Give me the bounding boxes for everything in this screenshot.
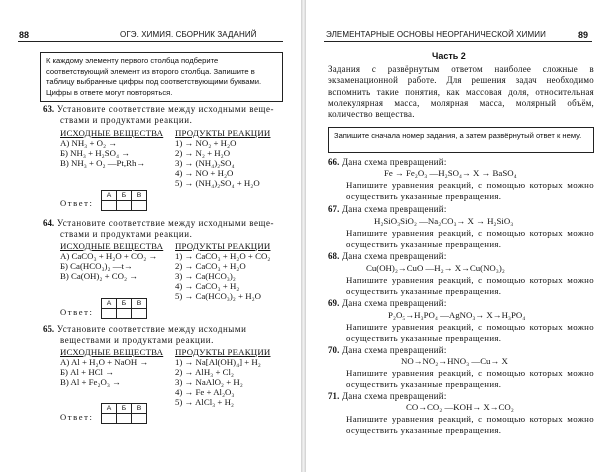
task-70-instruction: Напишите уравнения реакций, с помощью которых можно осуществить указанные превращения. bbox=[346, 368, 594, 390]
right-page-number: 89 bbox=[578, 30, 589, 40]
task-71-heading bbox=[328, 391, 447, 401]
task-65-answer-label: Ответ: bbox=[60, 412, 94, 422]
task-64-right-4: 4) → CaCO₃ + H₂ bbox=[175, 281, 240, 291]
task-68-scheme: Cu(OH)₂→CuO —H₂→ X→Cu(NO₃)₂ bbox=[366, 263, 505, 273]
task-63-text-1: Установите соответствие между исходными веще- bbox=[56, 104, 275, 114]
answer-cell-a[interactable] bbox=[102, 414, 117, 424]
task-66-heading bbox=[328, 157, 447, 167]
answer-instruction-box: Запишите сначала номер задания, а затем развёрнутый ответ к нему. bbox=[328, 127, 594, 153]
task-65-right-5: 5) → AlCl₃ + H₂ bbox=[175, 397, 234, 407]
task-64-text-1: Установите соответствие между исходными веще- bbox=[56, 218, 275, 228]
task-64-left-c: B) Ca(OH)₂ + CO₂ → bbox=[60, 271, 139, 281]
task-65-left-c: B) Al + Fe₂O₃ → bbox=[60, 377, 121, 387]
task-70-scheme: NO→NO₂→HNO₃ —Cu→ X bbox=[401, 356, 508, 366]
answer-cell-c[interactable] bbox=[132, 309, 147, 319]
task-64-right-header: ПРОДУКТЫ РЕАКЦИИ bbox=[175, 241, 271, 251]
task-64-left-header: ИСХОДНЫЕ ВЕЩЕСТВА bbox=[60, 241, 164, 251]
task-63-left-c: B) NH₃ + O₂ —Pt,Rh→ bbox=[60, 158, 146, 168]
task-63-right-5: 5) → (NH₄)₂SO₄ + H₂O bbox=[175, 178, 260, 188]
task-65-answer-grid bbox=[101, 403, 147, 424]
task-69-instruction: Напишите уравнения реакций, с помощью которых можно осуществить указанные превращения. bbox=[346, 322, 594, 344]
grid-letter-a: А bbox=[102, 299, 117, 309]
left-running-header bbox=[0, 28, 301, 42]
left-running-title: ОГЭ. ХИМИЯ. СБОРНИК ЗАДАНИЙ bbox=[120, 30, 257, 39]
task-71-scheme: CO→CO₂ —KOH→ X→CO₂ bbox=[406, 402, 514, 412]
grid-letter-a: А bbox=[102, 191, 117, 201]
task-69-number: 69. bbox=[328, 298, 340, 308]
part-title: Часть 2 bbox=[432, 51, 466, 61]
grid-letter-a: А bbox=[102, 404, 117, 414]
task-68-heading bbox=[328, 251, 447, 261]
task-67-number: 67. bbox=[328, 204, 340, 214]
task-64-number: 64. bbox=[43, 218, 55, 228]
answer-cell-a[interactable] bbox=[102, 309, 117, 319]
left-page bbox=[0, 0, 301, 472]
task-63-answer-grid bbox=[101, 190, 147, 211]
left-header-rule bbox=[18, 41, 283, 42]
task-69-heading bbox=[328, 298, 447, 308]
task-65-right-header: ПРОДУКТЫ РЕАКЦИИ bbox=[175, 347, 271, 357]
task-65-left-a: A) Al + H₂O + NaOH → bbox=[60, 357, 149, 367]
task-64-answer-label: Ответ: bbox=[60, 307, 94, 317]
right-page bbox=[306, 0, 608, 472]
task-64-left-a: A) CaCO₃ + H₂O + CO₂ → bbox=[60, 251, 158, 261]
task-66-instruction: Напишите уравнения реакций, с помощью которых можно осуществить указанные превращения. bbox=[346, 180, 594, 202]
task-63-left-b: Б) NH₃ + H₂SO₄ → bbox=[60, 148, 131, 158]
task-71-number: 71. bbox=[328, 391, 340, 401]
task-65-line1 bbox=[43, 324, 246, 334]
grid-letter-c: В bbox=[132, 191, 147, 201]
task-63-line1 bbox=[43, 104, 274, 114]
task-63-number: 63. bbox=[43, 104, 55, 114]
task-65-left-b: Б) Al + HCl → bbox=[60, 367, 114, 377]
grid-letter-b: Б bbox=[117, 404, 132, 414]
grid-letter-b: Б bbox=[117, 191, 132, 201]
task-63-right-3: 3) → (NH₄)₂SO₄ bbox=[175, 158, 235, 168]
task-65-right-2: 2) → AlH₃ + Cl₂ bbox=[175, 367, 234, 377]
task-65-number: 65. bbox=[43, 324, 55, 334]
task-65-right-4: 4) → Fe + Al₂O₃ bbox=[175, 387, 235, 397]
task-65-right-3: 3) → NaAlO₂ + H₂ bbox=[175, 377, 243, 387]
task-63-left-a: A) NH₃ + O₂ → bbox=[60, 138, 118, 148]
answer-cell-b[interactable] bbox=[117, 309, 132, 319]
task-64-right-3: 3) → Ca(HCO₃)₂ bbox=[175, 271, 236, 281]
task-66-title: Дана схема превращений: bbox=[341, 157, 447, 167]
task-64-right-2: 2) → CaCO₃ + H₂O bbox=[175, 261, 246, 271]
task-64-text-2: ствами и продуктами реакции. bbox=[60, 229, 193, 239]
answer-cell-c[interactable] bbox=[132, 201, 147, 211]
answer-cell-a[interactable] bbox=[102, 201, 117, 211]
task-69-title: Дана схема превращений: bbox=[341, 298, 447, 308]
grid-letter-b: Б bbox=[117, 299, 132, 309]
task-68-number: 68. bbox=[328, 251, 340, 261]
task-64-line1 bbox=[43, 218, 274, 228]
task-66-number: 66. bbox=[328, 157, 340, 167]
task-65-right-1: 1) → Na[Al(OH)₄] + H₂ bbox=[175, 357, 261, 367]
instruction-box: К каждому элементу первого столбца подберите соответствующий элемент из второго столбца. Запишите в таблицу выбранные цифры под соответствующими буквами. Цифры в ответе могут повторяться. bbox=[40, 52, 283, 102]
task-67-heading bbox=[328, 204, 447, 214]
task-64-left-b: Б) Ca(HCO₃)₂ —t→ bbox=[60, 261, 133, 271]
left-page-number: 88 bbox=[19, 30, 30, 40]
task-67-title: Дана схема превращений: bbox=[341, 204, 447, 214]
task-63-left-header: ИСХОДНЫЕ ВЕЩЕСТВА bbox=[60, 128, 164, 138]
grid-letter-c: В bbox=[132, 299, 147, 309]
task-67-instruction: Напишите уравнения реакций, с помощью которых можно осуществить указанные превращения. bbox=[346, 228, 594, 250]
task-65-text-2: веществами и продуктами реакции. bbox=[60, 335, 214, 345]
task-65-text-1: Установите соответствие между исходными bbox=[56, 324, 247, 334]
grid-letter-c: В bbox=[132, 404, 147, 414]
right-running-title: ЭЛЕМЕНТАРНЫЕ ОСНОВЫ НЕОРГАНИЧЕСКОЙ ХИМИИ bbox=[326, 30, 546, 39]
task-63-text-2: ствами и продуктами реакции. bbox=[60, 115, 193, 125]
task-70-number: 70. bbox=[328, 345, 340, 355]
task-70-heading bbox=[328, 345, 447, 355]
task-63-right-1: 1) → NO₂ + H₂O bbox=[175, 138, 237, 148]
answer-cell-c[interactable] bbox=[132, 414, 147, 424]
task-63-right-header: ПРОДУКТЫ РЕАКЦИИ bbox=[175, 128, 271, 138]
answer-cell-b[interactable] bbox=[117, 201, 132, 211]
task-69-scheme: P₂O₅→H₃PO₄ —AgNO₃→ X→H₃PO₄ bbox=[388, 310, 526, 320]
answer-cell-b[interactable] bbox=[117, 414, 132, 424]
task-68-instruction: Напишите уравнения реакций, с помощью которых можно осуществить указанные превращения. bbox=[346, 275, 594, 297]
part-intro: Задания с развёрнутым ответом наиболее сложные в экзаменационной работе. Для решения задач необходимо вспомнить такие понятия, как массовая доля, относительная молекулярная масса, молярная масса, молярный объём, количество вещества. bbox=[328, 64, 594, 120]
task-70-title: Дана схема превращений: bbox=[341, 345, 447, 355]
task-67-scheme: H₂SiO₃SiO₂ —Na₂CO₃→ X → H₂SiO₃ bbox=[374, 216, 514, 226]
task-64-right-5: 5) → Ca(HCO₃)₂ + H₂O bbox=[175, 291, 261, 301]
task-71-instruction: Напишите уравнения реакций, с помощью которых можно осуществить указанные превращения. bbox=[346, 414, 594, 436]
right-running-header bbox=[306, 28, 608, 42]
task-64-answer-grid bbox=[101, 298, 147, 319]
task-66-scheme: Fe → Fe₂O₃ —H₂SO₄→ X → BaSO₄ bbox=[384, 168, 517, 178]
task-65-left-header: ИСХОДНЫЕ ВЕЩЕСТВА bbox=[60, 347, 164, 357]
right-header-rule bbox=[324, 41, 592, 42]
task-71-title: Дана схема превращений: bbox=[341, 391, 447, 401]
task-63-right-4: 4) → NO + H₂O bbox=[175, 168, 234, 178]
task-63-answer-label: Ответ: bbox=[60, 198, 94, 208]
task-63-right-2: 2) → N₂ + H₂O bbox=[175, 148, 231, 158]
task-68-title: Дана схема превращений: bbox=[341, 251, 447, 261]
task-64-right-1: 1) → CaCO₃ + H₂O + CO₂ bbox=[175, 251, 271, 261]
